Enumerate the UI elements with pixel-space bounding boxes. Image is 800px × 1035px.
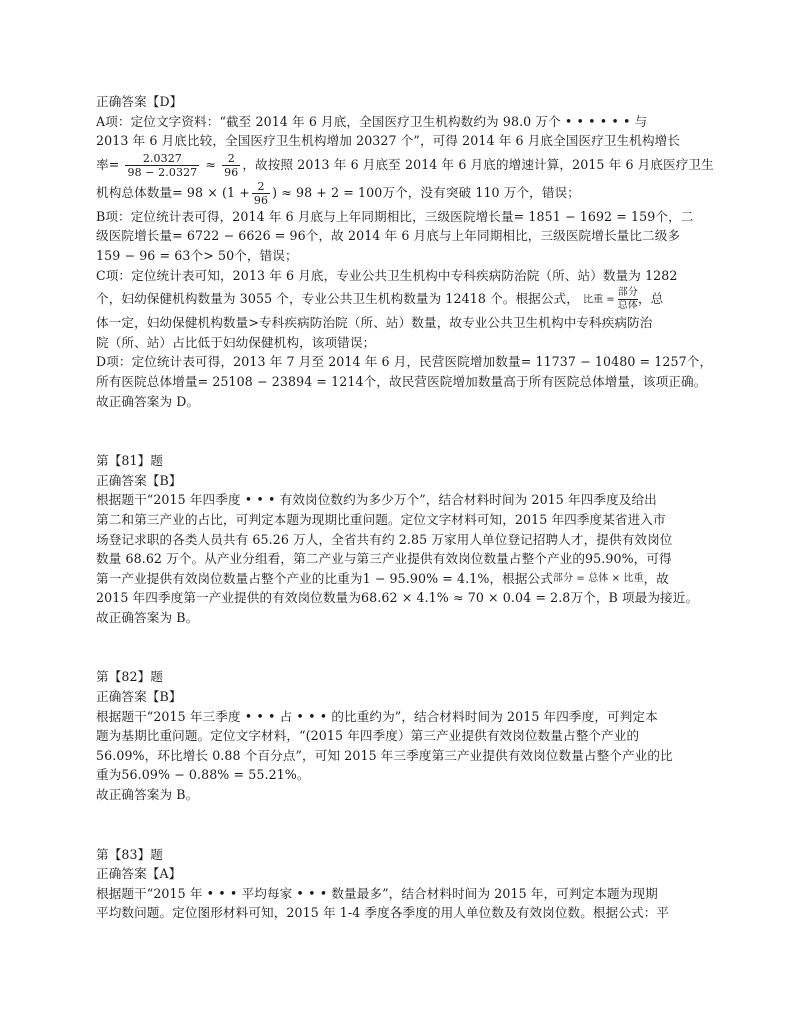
text-span: 专科疾病防治院（所、站）数量，故专业公共卫生机构中专科疾病防治: [258, 315, 653, 331]
text-span: 个，二: [655, 208, 694, 224]
text-span: ，可得: [633, 551, 672, 567]
solution-line-3: [96, 746, 708, 766]
question-83: [96, 845, 708, 923]
text-span: 个，错误；: [234, 247, 298, 263]
question-title: 第【83】题: [96, 846, 163, 862]
text-span: 级医院增长量: [96, 228, 173, 244]
text-span: 所有医院总体增量: [96, 373, 198, 389]
answer-label: 正确答案【B】: [96, 472, 182, 488]
text-span: 率: [96, 156, 109, 172]
text-span: ，环比增长 0.88 个百分点”，可知 2015 年三季度第三产业提供有效岗位数量占整个产业的比: [144, 747, 673, 763]
text-span: 2015 年四季度第一产业提供的有效岗位数量为: [96, 590, 362, 606]
ratio-formula: [583, 287, 638, 312]
solution-line-3: 场登记求职的各类人员共有 65.26 万人，全省共有约 2.85 万家用人单位登记招聘人才，提供有效岗位: [96, 531, 673, 547]
solution-line-1: 根据题干“2015 年四季度 • • • 有效岗位数约为多少万个”，结合材料时间为 2015 年四季度及给出: [96, 492, 657, 508]
option-b-line-1: [96, 207, 708, 227]
option-a-line-2: 2013 年 6 月底比较，全国医疗卫生机构增加 20327 个”，可得 2014 年 6 月底全国医疗卫生机构增长: [96, 133, 681, 149]
text-span: D项：定位统计表可得，2013 年 7 月至 2014 年 6 月，民营医院增加数量: [96, 354, 521, 370]
answer-label: 正确答案【D】: [96, 94, 183, 109]
math-expression: > 50: [203, 247, 235, 263]
fraction: [252, 180, 270, 207]
math-expression: 159 − 96 = 63: [96, 247, 191, 263]
solution-line-4: [96, 765, 708, 785]
text-span: B项：定位统计表可得，2014 年 6 月底与上年同期相比，三级医院增长量: [96, 208, 514, 224]
math-expression: = 6722 − 6626 = 96: [172, 228, 306, 244]
text-span: ，根据公式: [489, 570, 553, 586]
solution-line-1: 根据题干“2015 年三季度 • • • 占 • • • 的比重约为”，结合材料时间为 2015 年四季度，可判定本: [96, 708, 658, 724]
fraction: [222, 152, 240, 179]
math-expression: = 1851 − 1692 = 159: [513, 208, 656, 224]
question-80-solution: [96, 92, 714, 411]
solution-line-2: 平均数问题。定位图形材料可知，2015 年 1-4 季度各季度的用人单位数及有效岗位数。根据公式：平: [96, 905, 670, 921]
option-a-line-1: A项：定位文字资料：“截至 2014 年 6 月底，全国医疗卫生机构数约为 98.0 万个 • • • • • • 与: [96, 113, 648, 129]
math-equals: =: [108, 156, 120, 172]
conclusion: 故正确答案为 D。: [96, 393, 200, 409]
ratio-fraction: [618, 287, 638, 312]
document-page: [96, 92, 714, 923]
question-title: 第【82】题: [96, 669, 163, 685]
text-span: 个，妇幼保健机构数量为 3055 个，专业公共卫生机构数量为 12418 个。根据公式，: [96, 291, 579, 307]
text-span: 数量 68.62 万个。从产业分组看，第二产业与第三产业提供有效岗位数量占整个产业的: [96, 551, 586, 567]
text-span: 个: [190, 247, 204, 263]
question-82: [96, 667, 708, 804]
text-span: 个，故 2014 年 6 月底与上年同期相比，三级医院增长量比二级多: [305, 228, 681, 244]
option-d-line-1: [96, 352, 713, 372]
answer-label: 正确答案【A】: [96, 866, 182, 882]
math-gt: >: [248, 315, 259, 331]
text-span: 第一产业提供有效岗位数量占整个产业的比重为: [96, 570, 363, 586]
option-c-line-2: [96, 285, 708, 313]
option-c-line-3: [96, 313, 708, 333]
math-expression: 68.62 × 4.1% ≈ 70 × 0.04 = 2.8: [361, 590, 571, 606]
fraction-numerator: 2: [252, 180, 270, 194]
text-span: 。: [296, 767, 310, 783]
option-a-line-4: [96, 179, 708, 207]
option-d-line-2: [96, 372, 708, 392]
math-approx: ≈: [205, 156, 217, 172]
solution-line-2: 题为基期比重问题。定位文字材料，“(2015 年四季度）第三产业提供有效岗位数量占整个产业的: [96, 728, 640, 744]
ratio-left: 比重: [583, 294, 604, 306]
solution-line-1: 根据题干“2015 年 • • • 平均每家 • • • 数量最多”，结合材料时间为 2015 年，可判定本题为现期: [96, 885, 658, 901]
solution-line-2: 第二和第三产业的占比，可判定本题为现期比重问题。定位文字材料可知，2015 年四季度某省进入市: [96, 511, 666, 527]
option-b-line-2: [96, 226, 708, 246]
math-expression: ) ≈ 98 + 2 = 100: [272, 184, 383, 200]
fraction-numerator: 2.0327: [125, 152, 199, 166]
math-expression: 56.09% − 0.88% = 55.21%: [121, 767, 297, 783]
conclusion: 故正确答案为 B。: [96, 609, 199, 625]
solution-line-5: [96, 569, 708, 589]
fraction: [125, 152, 199, 179]
math-expression: 95.90%: [585, 551, 634, 567]
math-expression: 56.09%: [96, 747, 145, 763]
solution-line-6: [96, 588, 708, 608]
conclusion: 故正确答案为 B。: [96, 787, 199, 803]
answer-label: 正确答案【B】: [96, 689, 182, 705]
math-expression: = 98 × (1 +: [172, 184, 250, 200]
text-span: 万个，B 项最为接近。: [570, 590, 699, 606]
solution-line-4: [96, 549, 708, 569]
text-span: ，故: [643, 570, 669, 586]
option-c-line-1: C项：定位统计表可知，2013 年 6 月底，专业公共卫生机构中专科疾病防治院（所、站）数量为 1282: [96, 267, 678, 283]
fraction-denominator: 98 − 2.0327: [127, 165, 198, 179]
math-expression: 1 − 95.90% = 4.1%: [362, 570, 490, 586]
text-span: ，故按照 2013 年 6 月底至 2014 年 6 月底的增速计算，2015 年 6 月底医疗卫生: [242, 156, 714, 172]
question-81: [96, 451, 708, 627]
ratio-denominator: 总体: [617, 300, 638, 312]
math-expression: = 11737 − 10480 = 1257: [520, 354, 687, 370]
question-title: 第【81】题: [96, 453, 163, 469]
option-b-line-3: [96, 246, 708, 266]
fraction-denominator: 96: [224, 165, 239, 179]
fraction-numerator: 2: [222, 152, 240, 166]
text-span: 机构总体数量: [96, 184, 173, 200]
fraction-denominator: 96: [253, 193, 269, 207]
ratio-equals: =: [606, 293, 615, 305]
text-span: 个，: [686, 354, 713, 370]
text-span: 个，故民营医院增加数量高于所有医院总体增量，该项正确。: [363, 373, 707, 389]
option-c-line-4: 院（所、站）占比低于妇幼保健机构，该项错误；: [96, 334, 376, 350]
text-span: 万个，没有突破 110 万个，错误；: [382, 184, 580, 200]
option-a-line-3: [96, 151, 714, 179]
formula: 部分 = 总体 × 比重: [552, 573, 644, 585]
ratio-numerator: 部分: [617, 287, 638, 299]
text-span: 重为: [96, 767, 122, 783]
text-span: ，总: [637, 291, 664, 307]
math-expression: = 25108 − 23894 = 1214: [197, 373, 364, 389]
text-span: 体一定，妇幼保健机构数量: [96, 315, 249, 331]
